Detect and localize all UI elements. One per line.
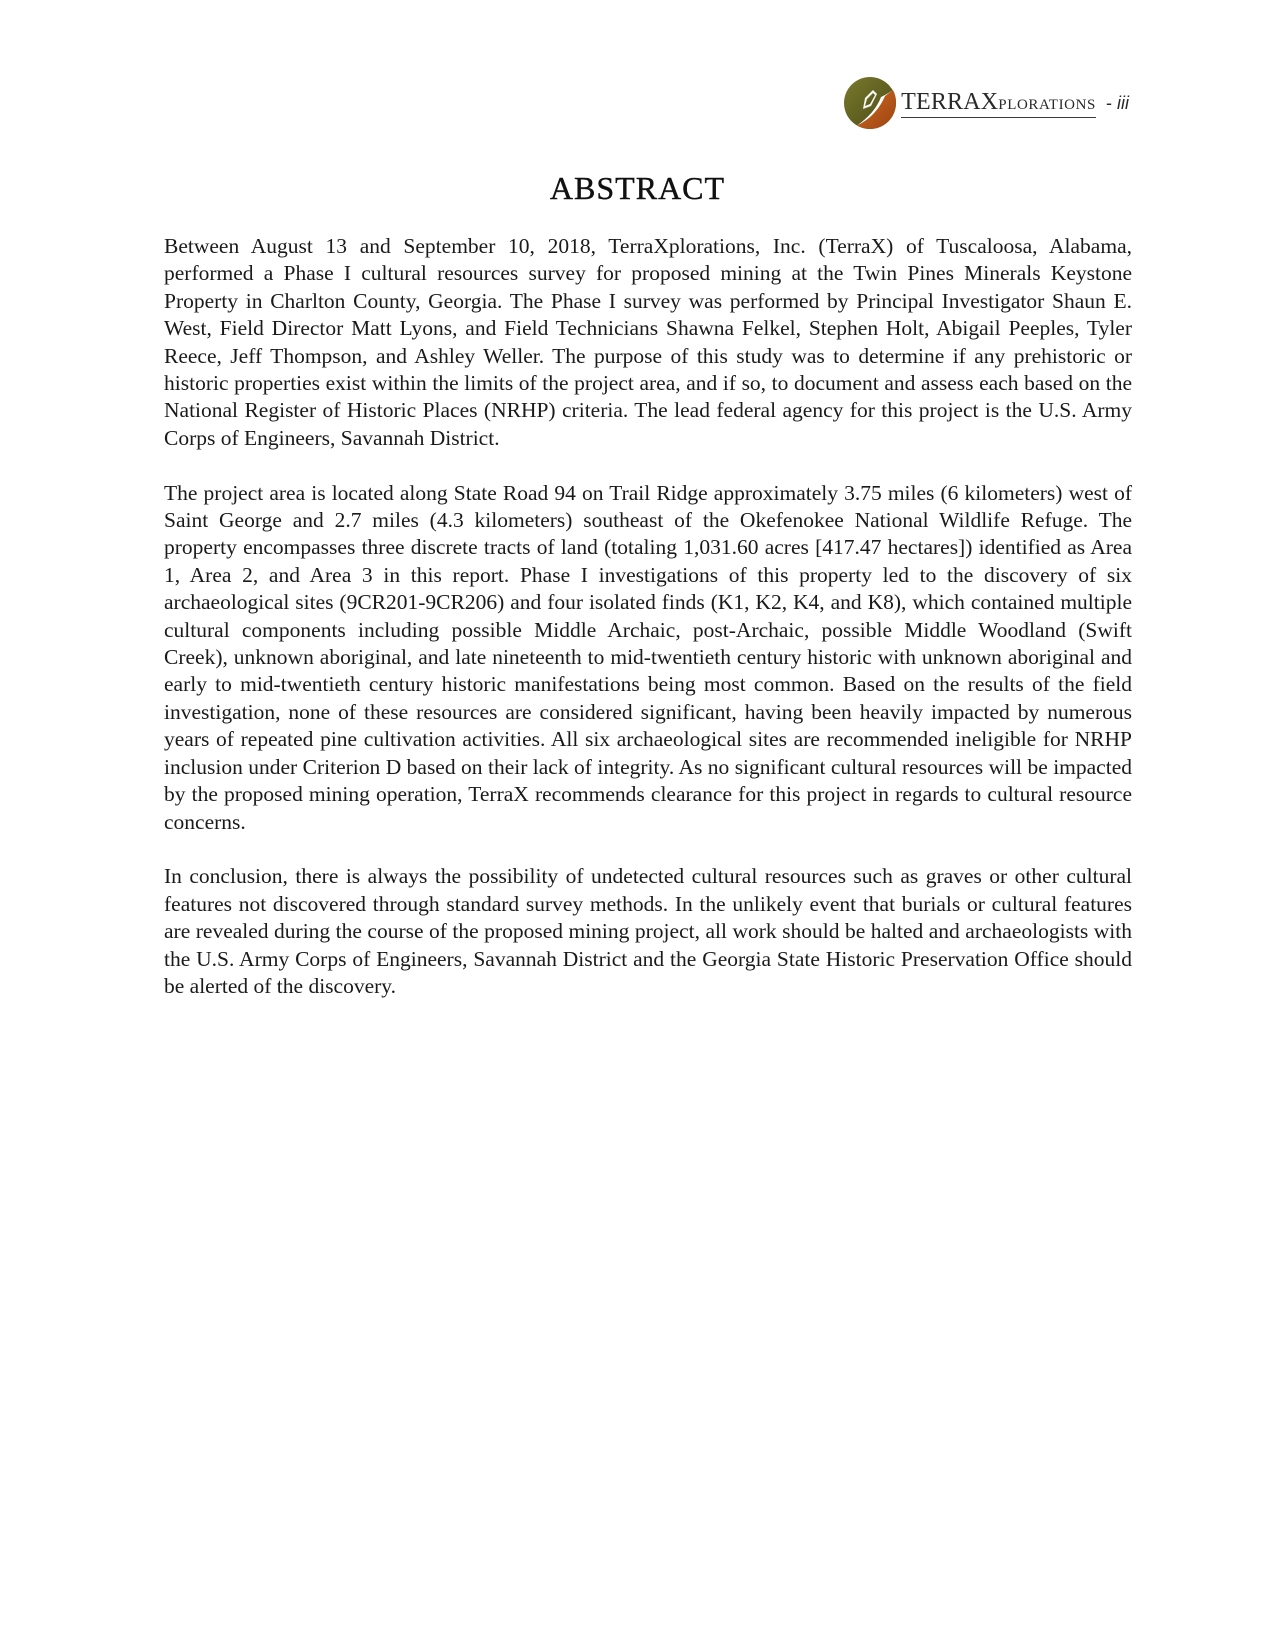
page-header (843, 76, 1129, 130)
page-number-value: iii (1117, 92, 1129, 113)
brand-wordmark (901, 90, 1096, 118)
terraxplorations-logo-icon (843, 76, 897, 130)
abstract-body (164, 233, 1132, 1028)
abstract-paragraph-1: Between August 13 and September 10, 2018, TerraXplorations, Inc. (TerraX) of Tuscaloosa, Alabama, performed a Phase I cultural resources survey for proposed mining at the Twin Pines Minerals Keystone Property in Charlton County, Georgia. The Phase I survey was performed by Principal Investigator Shaun E. West, Field Director Matt Lyons, and Field Technicians Shawna Felkel, Stephen Holt, Abigail Peeples, Tyler Reece, Jeff Thompson, and Ashley Weller. The purpose of this study was to determine if any prehistoric or historic properties exist within the limits of the project area, and if so, to document and assess each based on the National Register of Historic Places (NRHP) criteria. The lead federal agency for this project is the U.S. Army Corps of Engineers, Savannah District. (164, 234, 1132, 450)
brand-suffix: PLORATIONS (998, 97, 1096, 113)
brand-prefix: TERRAX (901, 89, 999, 115)
page-number-separator: - (1105, 92, 1112, 113)
page-title: ABSTRACT (549, 170, 726, 206)
abstract-paragraph-2: The project area is located along State Road 94 on Trail Ridge approximately 3.75 miles (6 kilometers) west of Saint George and 2.7 miles (4.3 kilometers) southeast of the Okefenokee National Wildlife Refuge. The property encompasses three discrete tracts of land (totaling 1,031.60 acres [417.47 hectares]) identified as Area 1, Area 2, and Area 3 in this report. Phase I investigations of this property led to the discovery of six archaeological sites (9CR201-9CR206) and four isolated finds (K1, K2, K4, and K8), which contained multiple cultural components including possible Middle Archaic, post-Archaic, possible Middle Woodland (Swift Creek), unknown aboriginal, and late nineteenth to mid-twentieth century historic with unknown aboriginal and early to mid-twentieth century historic manifestations being most common. Based on the results of the field investigation, none of these resources are considered significant, having been heavily impacted by numerous years of repeated pine cultivation activities. All six archaeological sites are recommended ineligible for NRHP inclusion under Criterion D based on their lack of integrity. As no significant cultural resources will be impacted by the proposed mining operation, TerraX recommends clearance for this project in regards to cultural resource concerns. (164, 480, 1132, 834)
page-number (1106, 93, 1129, 114)
abstract-paragraph-3: In conclusion, there is always the possibility of undetected cultural resources such as graves or other cultural features not discovered through standard survey methods. In the unlikely event that burials or cultural features are revealed during the course of the proposed mining project, all work should be halted and archaeologists with the U.S. Army Corps of Engineers, Savannah District and the Georgia State Historic Preservation Office should be alerted of the discovery. (164, 864, 1132, 998)
